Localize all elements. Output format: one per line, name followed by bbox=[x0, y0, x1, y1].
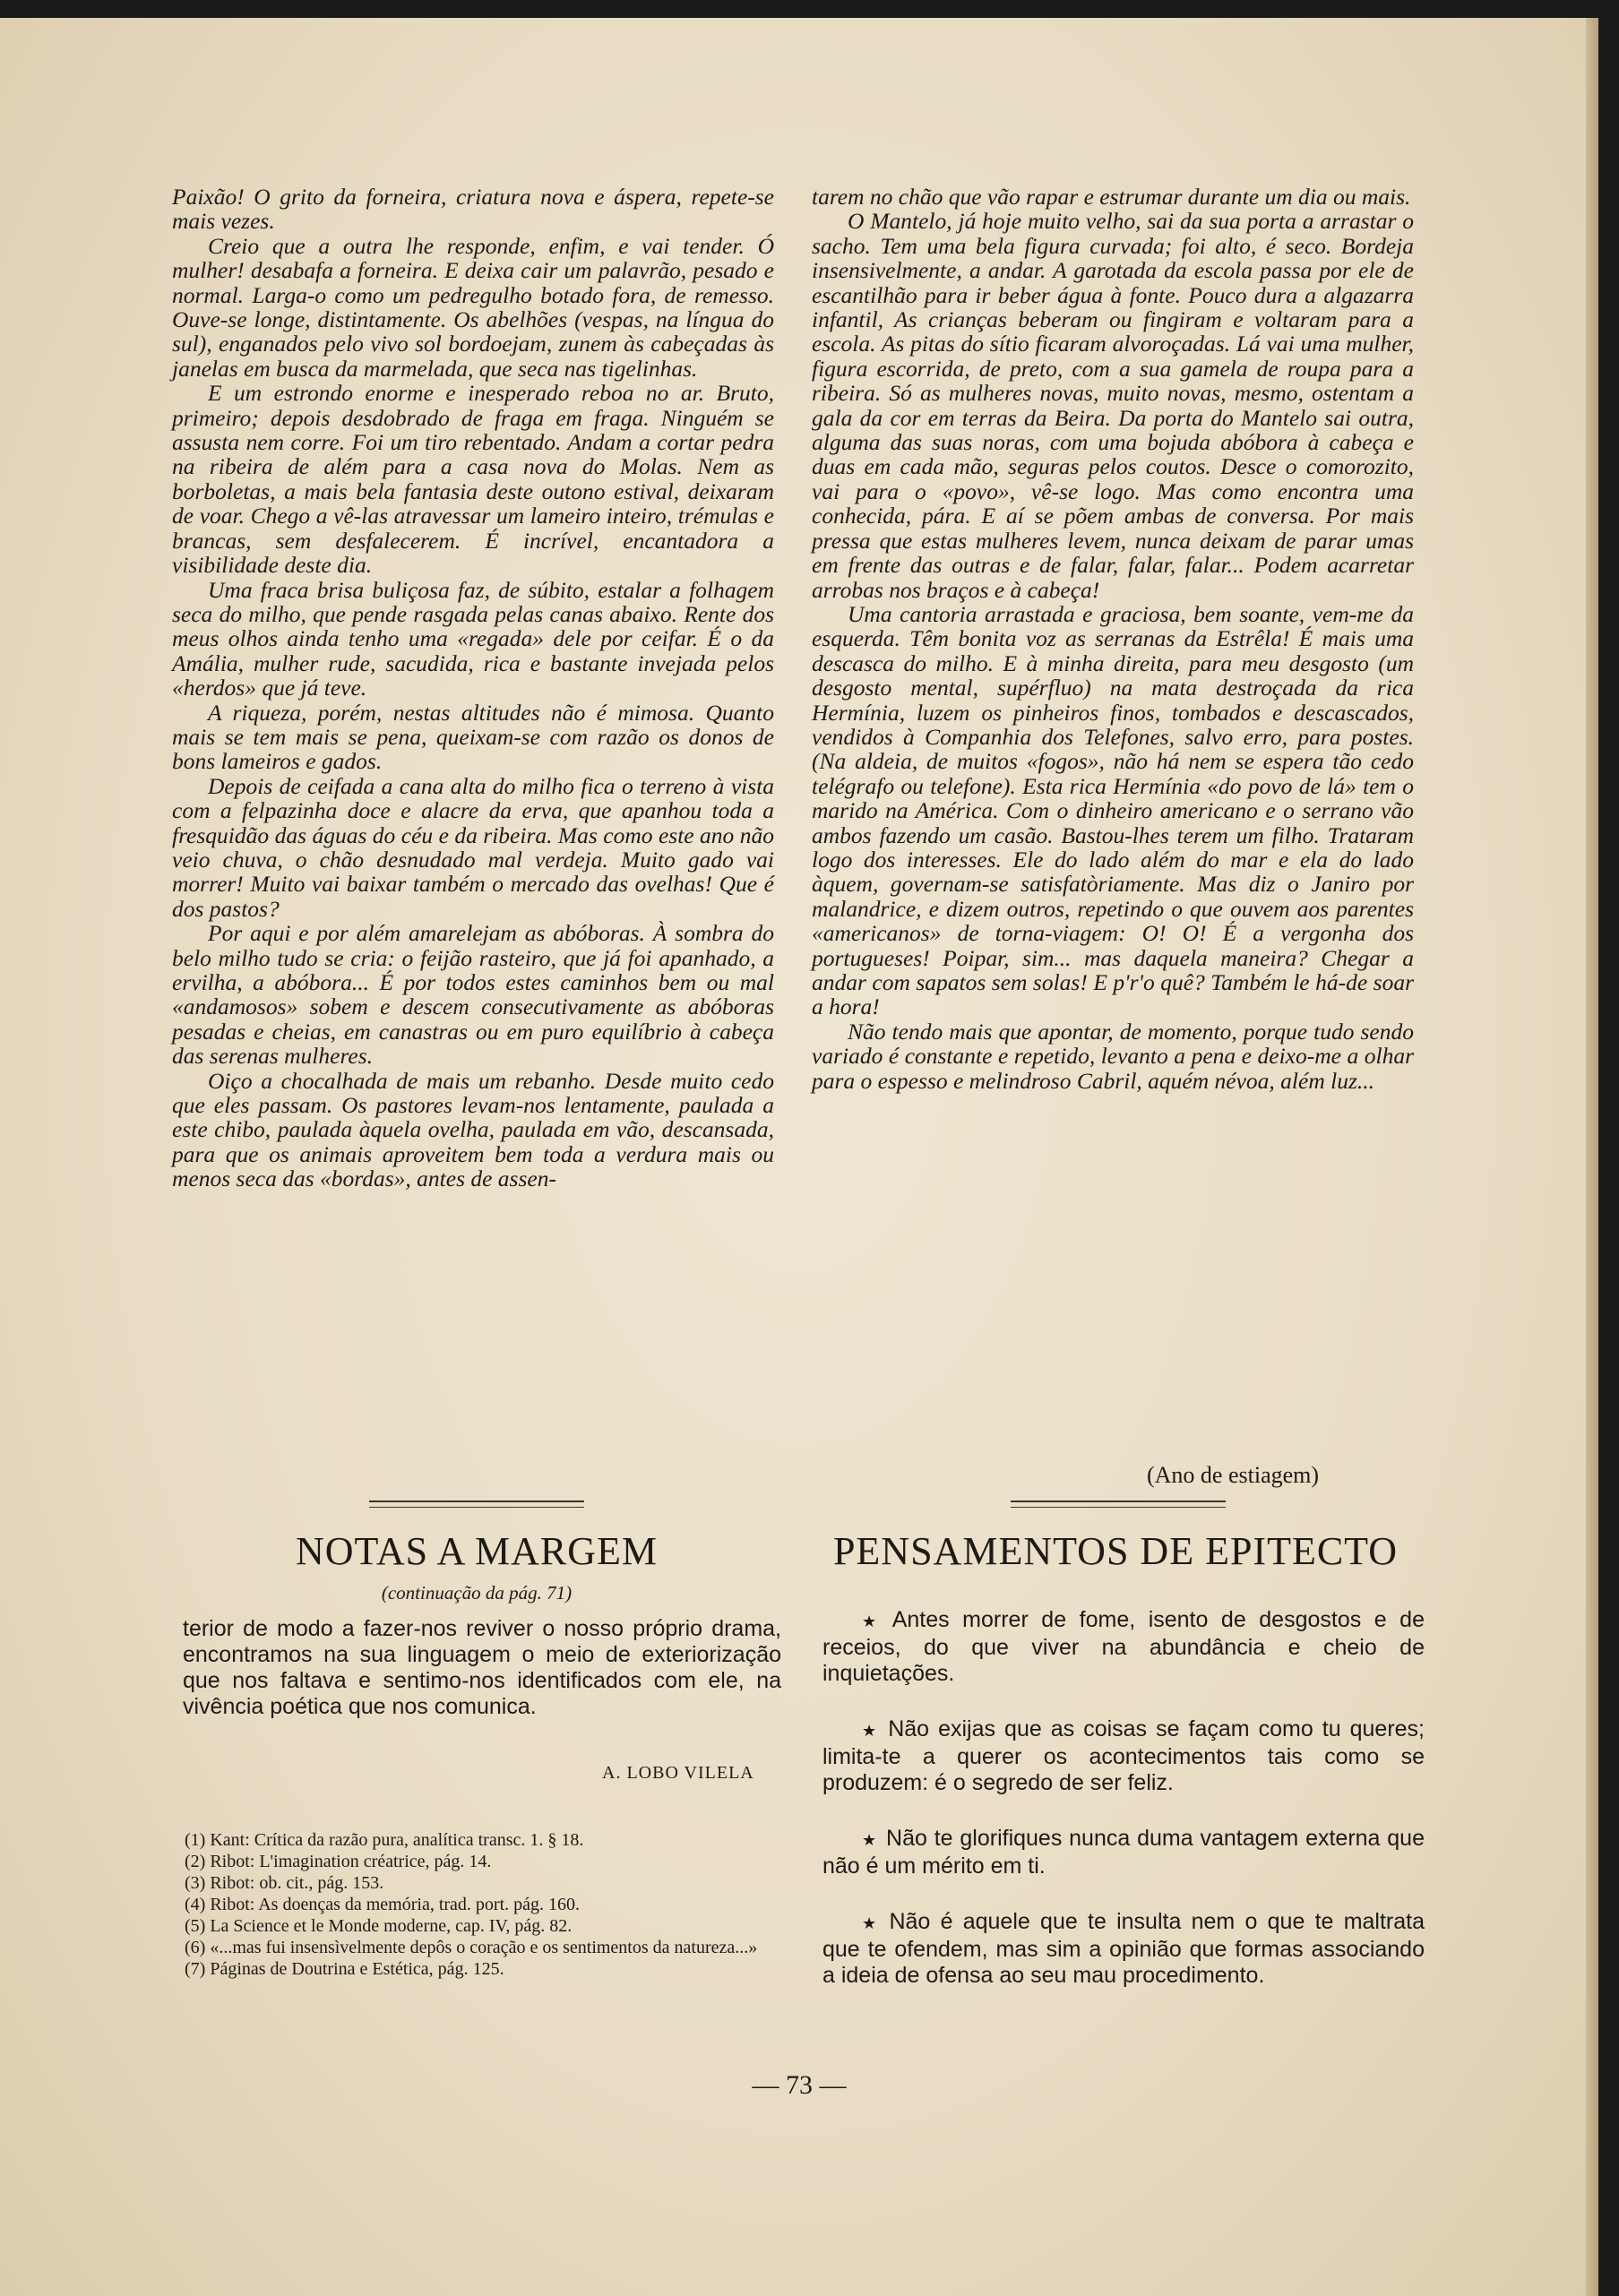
notas-body: terior de modo a fazer-nos reviver o nosso próprio drama, encontramos na sua linguagem o meio de exteriorização que nos faltava e sentimo-nos identificados com ele, na vivência poética que nos comunica. bbox=[183, 1616, 781, 1719]
footnote: (5) La Science et le Monde moderne, cap. IV, pág. 82. bbox=[185, 1916, 573, 1936]
notas-author: A. LOBO VILELA bbox=[602, 1763, 754, 1783]
pensamento-item: ★ Não é aquele que te insulta nem o que te maltrata que te ofendem, mas sim a opinião que formas associando a ideia de ofensa ao seu mau procedimento. bbox=[822, 1909, 1425, 1988]
footnote: (6) «...mas fui insensìvelmente depôs o coração e os sentimentos da natureza...» bbox=[185, 1938, 758, 1957]
article-paragraph: Depois de ceifada a cana alta do milho fica o terreno à vista com a felpazinha doce e alacre da erva, que apanhou toda a fresquidão das águas do céu e da ribeira. Mas como este ano não veio chuva, o chão desnudado mal verdeja. Muito gado vai morrer! Muito vai baixar também o mercado das ovelhas! Que é dos pastos? bbox=[172, 772, 774, 922]
article-paragraph: A riqueza, porém, nestas altitudes não é mimosa. Quanto mais se tem mais se pena, queixam-se com razão os donos de bons lameiros e gados. bbox=[172, 699, 774, 775]
pensamento-item: ★ Não exijas que as coisas se façam como tu queres; limita-te a querer os acontecimentos tais como se produzem: é o segredo de ser feliz. bbox=[822, 1716, 1425, 1795]
footnote: (3) Ribot: ob. cit., pág. 153. bbox=[185, 1873, 384, 1893]
star-icon: ★ bbox=[862, 1914, 881, 1932]
article-paragraph: Não tendo mais que apontar, de momento, porque tudo sendo variado é constante e repetido, levanto a pena e deixo-me a olhar para o espesso e melindroso Cabril, aquém névoa, além luz... bbox=[812, 1018, 1414, 1094]
article-paragraph: Por aqui e por além amarelejam as abóboras. À sombra do belo milho tudo se cria: o feijão rasteiro, que já foi apanhado, a ervilha, a abóbora... É por todos estes caminhos bem ou mal «andamosos» sobem e descem consecutivamente as abóboras pesadas e cheias, em canastras ou em puro equilíbrio à cabeça das serenas mulheres. bbox=[172, 920, 774, 1070]
article-signature: (Ano de estiagem) bbox=[1147, 1462, 1320, 1488]
footnote: (4) Ribot: As doenças da memória, trad. port. pág. 160. bbox=[185, 1895, 581, 1914]
star-icon: ★ bbox=[862, 1612, 883, 1630]
star-icon: ★ bbox=[862, 1722, 880, 1740]
magazine-page bbox=[0, 18, 1598, 2296]
pensamentos-list bbox=[822, 1607, 1425, 2018]
page-number: — 73 — bbox=[752, 2070, 847, 2100]
article-paragraph: Creio que a outra lhe responde, enfim, e vai tender. Ó mulher! desabafa a forneira. E deixa cair um palavrão, pesado e normal. Larga-o como um pedregulho botado fora, de remesso. Ouve-se longe, distintamente. Os abelhões (vespas, na língua do sul), enganados pelo vivo sol bordoejam, zunem às cabeçadas às janelas em busca da marmelada, que seca nas tigelinhas. bbox=[172, 232, 774, 382]
article-paragraph: Paixão! O grito da forneira, criatura nova e áspera, repete-se mais vezes. bbox=[172, 184, 774, 235]
notas-title: NOTAS A MARGEM bbox=[295, 1529, 659, 1573]
section-divider-left bbox=[369, 1501, 584, 1508]
pensamento-item: ★ Não te glorifiques nunca duma vantagem externa que não é um mérito em ti. bbox=[822, 1826, 1425, 1879]
right-article-column bbox=[812, 185, 1414, 1093]
article-paragraph: O Mantelo, já hoje muito velho, sai da sua porta a arrastar o sacho. Tem uma bela figura curvada; foi alto, é seco. Bordeja insensivelmente, a andar. A garotada da escola passa por ele de escantilhão para ir beber água à fonte. Pouco dura a algazarra infantil, As crianças beberam ou fingiram e voltaram para a escola. As pitas do sítio ficaram alvoroçadas. Lá vai uma mulher, figura escorrida, de preto, com a sua gamela de roupa para a ribeira. Só as mulheres novas, muito novas, mesmo, ostentam a gala da cor em terras da Beira. Da porta do Mantelo sai outra, alguma das suas noras, com uma bojuda abóbora à cabeça e duas em cada mão, seguras pelos coutos. Desce o comorozito, vai para o «povo», vê-se logo. Mas como encontra uma conhecida, pára. E aí se põem ambas de conversa. Por mais pressa que estas mulheres levem, nunca deixam de parar umas em frente das outras e de falar, falar, falar... Podem acarretar arrobas nos braços e à cabeça! bbox=[812, 208, 1414, 603]
article-paragraph: Uma fraca brisa buliçosa faz, de súbito, estalar a folhagem seca do milho, que pende rasgada pelas canas abaixo. Rente dos meus olhos ainda tenho uma «regada» dele por ceifar. É o da Amália, mulher rude, sacudida, rica e bastante invejada pelos «herdos» que já teve. bbox=[172, 576, 774, 701]
footnote: (1) Kant: Crítica da razão pura, analítica transc. 1. § 18. bbox=[185, 1830, 584, 1850]
footnote: (2) Ribot: L'imagination créatrice, pág. 14. bbox=[185, 1852, 492, 1871]
pensamento-item: ★ Antes morrer de fome, isento de desgostos e de receios, do que viver na abundância e cheio de inquietações. bbox=[822, 1607, 1425, 1686]
notas-subtitle: (continuação da pág. 71) bbox=[381, 1582, 573, 1604]
article-paragraph: Uma cantoria arrastada e graciosa, bem soante, vem-me da esquerda. Têm bonita voz as serranas da Estrêla! É mais uma descasca do milho. E à minha direita, para meu desgosto (um desgosto mental, supérfluo) na mata destroçada da rica Hermínia, luzem os pinheiros finos, tombados e descascados, vendidos à Companhia dos Telefones, salvo erro, para postes. (Na aldeia, de muitos «fogos», não há nem se espera tão cedo telégrafo ou telefone). Esta rica Hermínia «do povo de lá» tem o marido na América. Com o dinheiro americano e o serrano vão ambos fazendo um casão. Bastou-lhes terem um filho. Trataram logo dos interesses. Ele do lado além do mar e ela do lado àquem, governam-se satisfatòriamente. Mas diz o Janiro por malandrice, e dizem outros, repetindo o que ouvem aos parentes «americanos» de torna-viagem: O! O! É a vergonha dos portugueses! Poipar, sim... mas daquela maneira? Chegar a andar com sapatos sem solas! E p'r'o quê? Também le há-de soar a hora! bbox=[812, 600, 1414, 1020]
notas-footnotes bbox=[185, 1829, 787, 1980]
page-edge bbox=[1586, 18, 1598, 2296]
article-paragraph: Oiço a chocalhada de mais um rebanho. Desde muito cedo que eles passam. Os pastores levam-nos lentamente, paulada a este chibo, paulada àquela ovelha, paulada em vão, descansada, para que os animais aproveitem bem toda a verdura mais ou menos seca das «bordas», antes de assen- bbox=[172, 1067, 774, 1192]
footnote: (7) Páginas de Doutrina e Estética, pág. 125. bbox=[185, 1959, 504, 1979]
star-icon: ★ bbox=[862, 1831, 878, 1849]
article-paragraph: E um estrondo enorme e inesperado reboa no ar. Bruto, primeiro; depois desdobrado de fraga em fraga. Ninguém se assusta nem corre. Foi um tiro rebentado. Andam a cortar pedra na ribeira de além para a casa nova do Molas. Nem as borboletas, a mais bela fantasia deste outono estival, deixaram de voar. Chego a vê-las atravessar um lameiro inteiro, trémulas e brancas, sem desfalecerem. É incrível, encantadora a visibilidade deste dia. bbox=[172, 380, 774, 579]
left-article-column bbox=[172, 185, 774, 1191]
pensamentos-title: PENSAMENTOS DE EPITECTO bbox=[832, 1529, 1399, 1573]
article-paragraph: tarem no chão que vão rapar e estrumar durante um dia ou mais. bbox=[812, 184, 1411, 210]
section-divider-right bbox=[1011, 1501, 1226, 1508]
